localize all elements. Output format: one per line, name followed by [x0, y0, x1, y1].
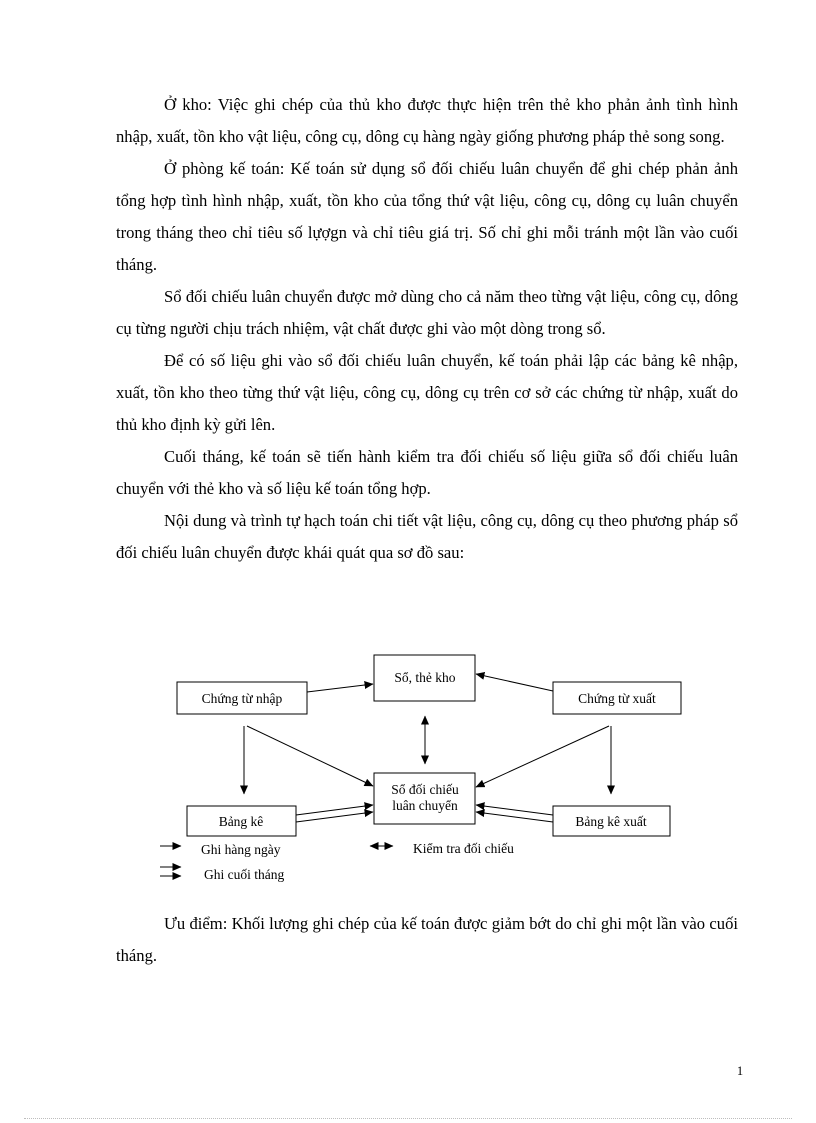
- paragraph-accounting-room: Ở phòng kế toán: Kế toán sử dụng sổ đối chiếu luân chuyển để ghi chép phản ảnh tổng hợp tình hình nhập, xuất, tồn kho của tổng thứ vật liệu, công cụ, dông cụ luân chuyển trong tháng theo chỉ tiêu số lựợgn và chỉ tiêu giá trị. Số chỉ ghi mỗi tránh một lần vào cuối tháng.: [116, 159, 738, 274]
- label-bang-ke-xuat: Bảng kê xuất: [575, 814, 647, 829]
- label-so-the-kho: Sổ, thẻ kho: [394, 670, 456, 685]
- label-chung-tu-nhap: Chứng từ nhập: [201, 691, 283, 706]
- paragraph-diagram-intro: Nội dung và trình tự hạch toán chi tiết vật liệu, công cụ, dông cụ theo phương pháp sổ đối chiếu luân chuyển được khái quát qua sơ đồ sau:: [116, 511, 738, 562]
- label-chung-tu-xuat: Chứng từ xuất: [578, 691, 656, 706]
- label-so-doi-chieu-1: Sổ đối chiếu: [391, 782, 459, 797]
- label-bang-ke: Bảng kê: [218, 814, 264, 829]
- paragraph-advantage: Ưu điểm: Khối lượng ghi chép của kế toán được giảm bớt do chỉ ghi một lần vào cuối tháng.: [116, 914, 738, 965]
- body-text-bottom: [116, 908, 738, 972]
- paragraph-ledger-opening: Sổ đối chiếu luân chuyển được mở dùng cho cả năm theo từng vật liệu, công cụ, dông cụ từng người chịu trách nhiệm, vật chất được ghi vào một dòng trong sổ.: [116, 287, 738, 338]
- legend-month-end-label: Ghi cuối tháng: [204, 867, 285, 882]
- arrow-nhap-to-so-doi-chieu: [247, 726, 373, 786]
- arrow-nhap-to-the-kho: [307, 684, 373, 692]
- arrow-xuat-to-the-kho: [476, 674, 553, 691]
- page-bottom-divider: [24, 1118, 792, 1119]
- label-so-doi-chieu-2: luân chuyển: [392, 798, 458, 813]
- page-number: 1: [736, 1064, 744, 1078]
- paragraph-month-end-check: Cuối tháng, kế toán sẽ tiến hành kiểm tra đối chiếu số liệu giữa sổ đối chiếu luân chuyển với thẻ kho và số liệu kế toán tổng hợp.: [116, 447, 738, 498]
- legend-daily-label: Ghi hàng ngày: [201, 842, 281, 857]
- arrow-xuat-to-so-doi-chieu: [476, 726, 609, 787]
- paragraph-data-sources: Để có số liệu ghi vào sổ đối chiếu luân chuyển, kế toán phải lập các bảng kê nhập, xuất, tồn kho theo từng thứ vật liệu, công cụ, dông cụ trên cơ sở các chứng từ nhập, xuất do thủ kho định kỳ gửi lên.: [116, 351, 738, 434]
- legend-check-label: Kiểm tra đối chiếu: [413, 841, 514, 856]
- paragraph-warehouse: Ở kho: Việc ghi chép của thủ kho được thực hiện trên thẻ kho phản ảnh tình hình nhập, xuất, tồn kho vật liệu, công cụ, dông cụ hàng ngày giống phương pháp thẻ song song.: [116, 95, 738, 146]
